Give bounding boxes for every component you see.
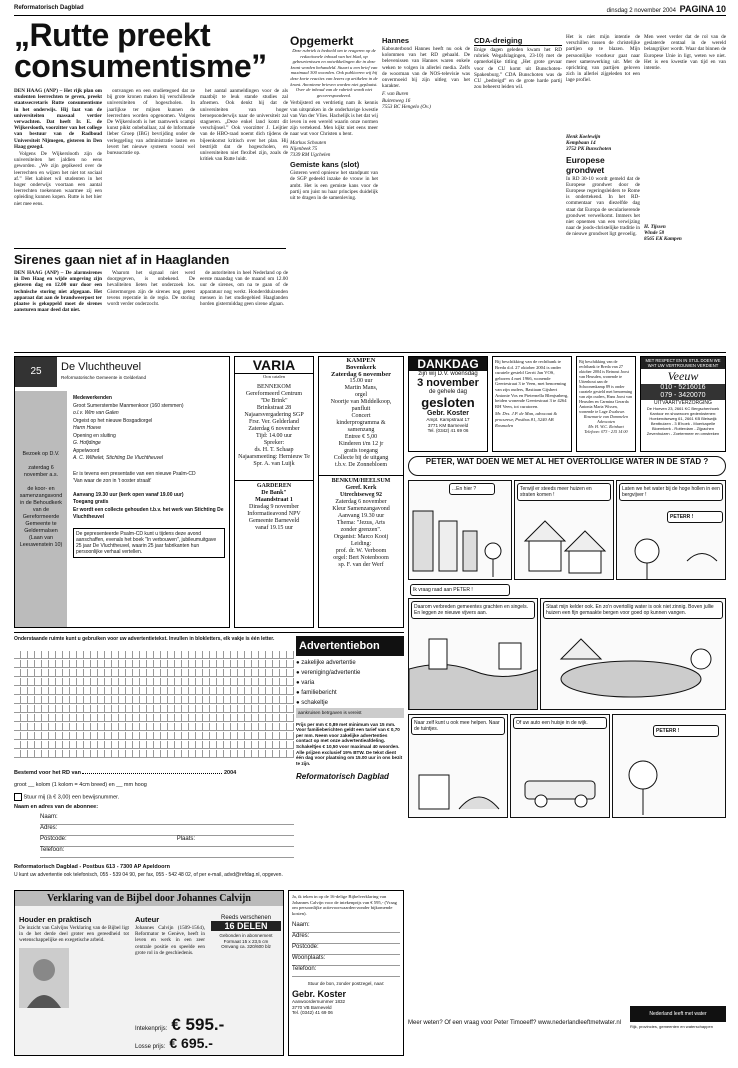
- letter-cell[interactable]: [126, 750, 133, 758]
- option-item[interactable]: ● familiebericht: [296, 690, 337, 696]
- order-form-size[interactable]: groot __ kolom (1 kolom = 4cm breed) en __ mm hoog: [14, 782, 147, 788]
- ad-prices: Prijs per mm € 0,89 met minimum van 15 mm. Voor familieberichten geldt een tarief van € 0,70 per mm. Neem voor zakelijke advertenties contact op met onze advertentieafdeling. Schakeltjes € 10,50 voor maximaal 40 woorden. Alle prijzen exclusief 19% BTW. De tekst dient één dag voor plaatsing om 15.00 uur in ons bezit te zijn.: [296, 721, 403, 766]
- comic-panel-7: [510, 714, 610, 818]
- grid-row[interactable]: [14, 691, 294, 700]
- checkbox-icon[interactable]: [14, 793, 22, 801]
- notice-signature: Rosemarie van Dommelen Advocaten Mr. H. W.C. Reinhart Telefoon: 073 - 215 14 00: [583, 414, 629, 434]
- shop-address: Aanwoordernummer 1832 3770 VB Barneveld Tel. (0342) 41 69 06: [292, 998, 346, 1016]
- ad-sidebar: Bezoek op D.V. zaterdag 6 november a.s. de koor- en samenzangavond in de Behoudkerk van de Gereformeerde Gemeente te Geldermalsen (Laan van Leeuwenstein 10): [15, 391, 67, 627]
- phone-number[interactable]: 010 - 5216016: [660, 384, 706, 391]
- grid-row[interactable]: [14, 682, 294, 691]
- grid-row[interactable]: [14, 718, 294, 727]
- price: € 595.-: [171, 1015, 225, 1034]
- comic-title: PETER, WAT DOEN WE MET AL HET OVERTOLLIGE WATER IN DE STAD ?: [425, 457, 709, 466]
- article-column: DEN HAAG (ANP) – Het rijk plan om studenten leerrechten te geven, preekt staatssecretaris Rutte consumentisme in het onderwijs. Hij laat van de universiteiten massaal vertier verwachten. Dat heeft Ir. E. de Wijkerslooth, voorzitter van het college van bestuur van de Radboud Universiteit Nijmegen, gisteren in Den Haag gezegd. Volgens De Wijkerslooth zijn de universiteiten het jaldien no eens geworden. „We zijn gepikeerd over de leerrechten en wijzen het niet tot sociaal af.” Het kabinet wil studenten in het hoger onderwijs voortaan een aantal leerrechten toekennen waarmee zij een opleiding kunnen kopen. Rutte is het hier niet mee eens.: [14, 88, 102, 207]
- order-form-receive[interactable]: Stuur mij (à € 3,00) een bewijsnummer.: [14, 793, 294, 801]
- comic-title-banner: [408, 456, 726, 476]
- grid-row[interactable]: [14, 664, 294, 673]
- order-form-grid[interactable]: [14, 646, 294, 756]
- ad-tagline: MET RESPECT EN IN STIJL DOEN WE WAT UW VERTROUWEN VERDIENT: [641, 357, 725, 369]
- option-item[interactable]: ● vereniging/advertentie: [296, 670, 361, 676]
- ad-body: Zaterdag 6 november Kleur Samenzangavond Aanvang 19.30 uur Thema: "Jezus, Arts zonder grenzen". Organist: Marco Kooij Leiding: prof. dr. W. Verboom orgel: Bert Notenboom sp. F. van der Werf: [332, 499, 390, 568]
- letter-cell[interactable]: [14, 750, 21, 758]
- price: € 695.-: [169, 1035, 213, 1051]
- letter-cell[interactable]: [196, 750, 203, 758]
- program-line: Medewerkenden: [73, 395, 112, 401]
- letter-text: Men weet verder dat de rol van de geslaterde centaal in de wereld belangrijker wordt. Waar dat binnen de Europese Unie in ligt, weten we niet. Het is een kwestie van tijd en van intentie.: [644, 34, 726, 72]
- letter-cell[interactable]: [140, 750, 147, 758]
- comic-panel-4: [408, 598, 538, 710]
- speech-bubble: ...En hier ?: [449, 483, 495, 495]
- comic-panel-6: [408, 714, 508, 818]
- ad-areas: Bentbuizen - 3 B'hoek - Moerkapelle Bloemkerk - Rotterdam - Zijpachen Zevenhuizen - Zoetermeer en omstreken: [646, 421, 720, 436]
- letter-text: Kabouterbond Hannes heeft nu ook de kolommen van het RD gehaald. De belevenissen van Hannes waren enkele weken te volgen in allerlei media. Zelfs de woorman van de NOS-televisie was onvermoeid bij zijn uitleg van het karakter.: [382, 46, 470, 90]
- program-line: Groot Sumerstembe Manmenkoor (160 stemmen): [73, 402, 184, 409]
- speech-bubble: Staat mijn kelder ook. En zo'n overtollig water is ook niet zinnig. Boven jullie huizen een fijn gemaakte bergen voor goed op kunnen vangen.: [543, 601, 723, 619]
- letter-cell[interactable]: [287, 750, 294, 758]
- order-form-title: Onderstaande ruimte kunt u gebruiken voor uw advertentietekst. Invullen in blokletters, elk vakje is één letter.: [14, 636, 275, 642]
- ad-title: Advertentiebon: [296, 636, 404, 656]
- speech-bubble: Daarom verbreden gemeentes grachten en singels. En leggen ze nieuwe vijvers aan.: [411, 601, 535, 619]
- ad-dankdag: [408, 356, 488, 452]
- program-line: o.l.v. Wim van Galen: [73, 410, 119, 416]
- divider: [14, 248, 286, 249]
- letter-cell[interactable]: [280, 750, 287, 758]
- letter-cell[interactable]: [63, 750, 70, 758]
- notice-signature: Mr. Drs. J.P. de Man, advocaat & procureur, Postbus 81, 5240 AB Rosmalen: [495, 411, 558, 428]
- letter-cell[interactable]: [28, 750, 35, 758]
- ad-subheading: Houder en praktisch: [19, 915, 92, 924]
- ad-subtitle: de gehele dag: [428, 389, 468, 395]
- letter-cell[interactable]: [266, 750, 273, 758]
- letter-subheading: CDA-dreiging: [474, 36, 562, 46]
- letter-cell[interactable]: [147, 750, 154, 758]
- letter-cell[interactable]: [203, 750, 210, 758]
- letter-cell[interactable]: [168, 750, 175, 758]
- letter-subheading: Europese grondwet: [566, 154, 605, 175]
- price-label: Intekenprijs:: [135, 1026, 168, 1032]
- letter-cell[interactable]: [21, 750, 28, 758]
- opgemerkt-title: Opgemerkt: [290, 34, 354, 48]
- ad-calvijn: [14, 890, 284, 1056]
- grid-row[interactable]: [14, 709, 294, 718]
- letters-column: [566, 34, 640, 296]
- paper-name: Reformatorisch Dagblad: [14, 5, 84, 11]
- ad-types: [296, 658, 404, 708]
- phone-number[interactable]: 079 - 3420070: [660, 392, 706, 399]
- speech-bubble: Naar zelf kunt u ook mee helpen. Naar de tuintjes.: [411, 717, 505, 735]
- article2-headline: Sirenes gaan niet af in Haaglanden: [14, 252, 230, 267]
- program-footer: De gepresenteerde Psalm-CD kunt u tijdens deze avond aanschaffen, evenals het boek "In verbouwen", jubileumuitgave 25 jaar De Vluchtheuvel, waarin 25 jaar fabrikanten hun persoonlijke verhaal vertellen.: [73, 528, 225, 558]
- ad-service: UITVAARTVERZORGING: [654, 400, 712, 406]
- ad-vluchtheuvel: [14, 356, 230, 628]
- ad-body: BENNEKOM Gereformeerd Centrum "De Brink" Brinkstraat 28 Najaarsvergadering SGP Frsr. Ver. Gelderland Zaterdag 6 november Tijd: 14.00 uur Spreker: ds. H. T. Schaap Najaarsmeeting: Hernieuw Te Spr. A. van Luijk: [238, 383, 310, 467]
- page-date: dinsdag 2 november 2004 PAGINA 10: [606, 4, 726, 14]
- letter-cell[interactable]: [259, 750, 266, 758]
- ad-label: Reeds verschenen: [220, 915, 272, 921]
- divider: [14, 352, 726, 353]
- letter-cell[interactable]: [98, 750, 105, 758]
- option-item[interactable]: ● schakeltje: [296, 700, 328, 706]
- letters-column: [644, 34, 726, 296]
- letter-cell[interactable]: [133, 750, 140, 758]
- comic-panel-3: [616, 480, 726, 580]
- letter-signature: Henk Koelewijn Kempbaan 14 3752 PK Bunschoten: [566, 134, 612, 153]
- program-note: Er wordt een collecte gehouden t.b.v. het werk van Stichting De Vluchtheuvel: [73, 506, 224, 520]
- opgemerkt-column: [290, 34, 378, 296]
- speech-bubble: PETERR !: [653, 725, 719, 737]
- logo-25-icon: 25: [15, 357, 57, 387]
- ad-text: De inzicht van Calvijns Verklaring van de Bijbel ligt in de het derde deel groter een gereedheid tot wetenschappelijke en exegetische arbeid.: [19, 925, 129, 944]
- program-time: Aanvang 19.30 uur (kerk open vanaf 19.00 uur): [73, 491, 184, 498]
- article-headline: „Rutte preekt consumentisme”: [14, 17, 267, 84]
- price-label: Losse prijs:: [135, 1044, 166, 1050]
- ad-subheading: Auteur: [135, 915, 160, 924]
- letter-cell[interactable]: [273, 750, 280, 758]
- comic-panel-5: [540, 598, 726, 710]
- name-field[interactable]: Naam:: [292, 922, 400, 933]
- letter-cell[interactable]: [245, 750, 252, 758]
- program-line: Er is tevens een presentatie van een nieuwe Psalm-CD: [73, 470, 196, 477]
- letter-cell[interactable]: [35, 750, 42, 758]
- ad-title: DANKDAG: [409, 357, 487, 371]
- ad-title: KAMPEN Bovenkerk Zaterdag 6 november: [331, 357, 391, 378]
- letter-cell[interactable]: [231, 750, 238, 758]
- calvijn-order-coupon: [288, 890, 404, 1056]
- letter-cell[interactable]: [217, 750, 224, 758]
- ad-body: 15.00 uur Martin Mans, orgel Noortje van Middelkoop, panfluit Concert kinderprogramma & samenzang Entree € 5,00 Kinderen t/m 12 jr gratis toegang Collecte bij de uitgang t.b.v. De Zonnebloem: [330, 378, 392, 468]
- speech-bubble: PETERR !: [667, 511, 723, 523]
- letter-cell[interactable]: [224, 750, 231, 758]
- grid-row[interactable]: [14, 736, 294, 745]
- letter-cell[interactable]: [49, 750, 56, 758]
- letter-subheading: Gemiste kans (slot): [290, 160, 360, 170]
- program-time: Toegang gratis: [73, 499, 109, 505]
- opgemerkt-intro: Deze rubriek is bedoeld om te reageren op de redactionele inhoud van het blad, op gebeurtenissen en ontwikkelingen die in deze krant worden behandeld. Stuurt u een brief van maximaal 300 woorden. Ook publiceren wij bij deze korte reacties van lezers op artikelen in de krant. Anonieme brieven worden niet geplaatst. Over de inhoud van de rubriek wordt niet gecorrespondeerd.: [290, 48, 378, 98]
- ad-title: VARIA: [235, 357, 313, 374]
- article-column: ontvangen en een studietegoed dat ze bij grote kronen maken bij verschillende universiteiten of hogescholen. In jaarlijkse ter mijnen kunnen de leerrechten worden opgenomen. Volgens De Wijkerslooth is het raamwerk scampi kunst pikkt onbeballaar, zal de lnformatie lleber Groep (IBG) bevrijding onder de verleggeling van administratie lasten en levert het nieuwe systeem vooral wel bureaucratie op.: [107, 88, 195, 157]
- letter-text: Verbijsterd en verdrietig nam ik kennis van uitspraken in de onderhavige kwestie van Van der Vlies. Hachelijk is het dat wij leven in een wereld waarin onze normen zijn vertekend. Men kijkt niet eens meer naar wat voor Christen u bent.: [290, 100, 378, 138]
- comic-panel-1: [408, 480, 512, 580]
- ad-title: De Vluchtheuvel: [61, 361, 142, 373]
- shop-name: Gebr. Koster: [426, 410, 469, 417]
- grid-row[interactable]: [14, 655, 294, 664]
- postcode-field[interactable]: Postcode: Plaats:: [40, 836, 294, 847]
- coupon-title: Ja, ik teken in op de 16-delige Bijbelverklaring van Johannes Calvijn voor de intekenprijs van € 595,- (Vraag om persoonlijke actievoorwaarden-zonder bijkomende kosten).: [292, 894, 397, 916]
- letter-cell[interactable]: [56, 750, 63, 758]
- comic-footer-link[interactable]: Meer weten? Of een vraag voor Peter Timoeeff? www.nederlandleeftmetwater.nl: [408, 1020, 622, 1026]
- logo-nederland-leeft-met-water: Nederland leeft met water: [630, 1006, 726, 1022]
- grid-row[interactable]: [14, 745, 294, 754]
- page-number: 10: [715, 4, 726, 14]
- letter-cell[interactable]: [175, 750, 182, 758]
- program-line: Orgeist op het nieuwe Bosgadiorgel: [73, 417, 153, 424]
- program-line: G. Hofjdinge: [73, 440, 101, 446]
- article-column: het aantal aanmeldingen voor de als maatbijt te leuk stande studies zal afnemen. Ook denkt hij dat de universiteiten van hoger beroepsonderwijs naar de universiteit zal stagneren. „Deze enkel land komt dit verschijnsel.” Ook voorzitter J. Leijtier van de HBO-raad noemt dich tijdens de bijeenkomst kritisch over het plan. Hij bestrijdt dat de hogescholen, en universiteiten niet flexibel zijn, zoals de kritiek van Rutte luidt.: [200, 88, 288, 163]
- program-line: 'Van waar de zon in 't ooster straalt': [73, 478, 152, 484]
- ad-subtitle: Oon catalen: [262, 374, 286, 379]
- ad-subtitle: GARDEREN De Bank" Maandstraat 1: [235, 480, 313, 504]
- ad-family-notice-2: [576, 356, 636, 452]
- order-form-sender: Reformatorisch Dagblad - Postbus 613 - 7300 AP Apeldoorn: [14, 864, 170, 870]
- city-street-icon: [409, 481, 512, 580]
- speech-bubble: Of uw auto een huisje in de wijk.: [513, 717, 607, 729]
- ad-closed: gesloten: [421, 395, 475, 410]
- ad-subtitle: zijn wij D.V. woensdag: [418, 371, 478, 377]
- order-form-fields: [40, 814, 294, 858]
- comic-panel-8: [612, 714, 726, 818]
- city-field[interactable]: Woonplaats:: [292, 955, 400, 966]
- letter-subheading: Hannes: [382, 36, 410, 45]
- order-year: 2004: [224, 770, 237, 776]
- ad-date: 3 november: [417, 377, 479, 389]
- car-icon: [511, 715, 610, 818]
- program-line: Opening en sluiting: [73, 432, 116, 439]
- grid-row[interactable]: [14, 700, 294, 709]
- letter-text: Het is niet mijn intentie de verschillen tussen de christelijke partijen op te blazen. Mijn persoonlijke voorkeur gaat naar meer samenwerking uit. Met de oprichting van partijen geloven zich in allerlei zijgeleden tot een lage profiel.: [566, 34, 640, 84]
- name-field[interactable]: Naam:: [40, 814, 294, 825]
- address-field[interactable]: Adres:: [292, 933, 400, 944]
- phone-field[interactable]: Telefoon:: [40, 847, 294, 858]
- letter-cell[interactable]: [112, 750, 119, 758]
- comic-panel-2: [514, 480, 614, 580]
- ad-program: [73, 395, 225, 558]
- ad-varia: [234, 356, 314, 628]
- calvin-portrait-icon: [19, 948, 69, 1008]
- letter-cell[interactable]: [189, 750, 196, 758]
- grid-row[interactable]: [14, 646, 294, 655]
- ad-brand: Veeuw: [667, 369, 699, 383]
- program-line: Harm Hoeve: [73, 425, 102, 431]
- opgemerkt-column-2: [382, 34, 470, 296]
- ad-family-notice: [492, 356, 572, 452]
- letter-cell[interactable]: [105, 750, 112, 758]
- grid-row[interactable]: [14, 673, 294, 682]
- letter-cell[interactable]: [182, 750, 189, 758]
- phone-field[interactable]: Telefoon:: [292, 966, 400, 977]
- article-column: DEN HAAG (ANP) – De alarmsirenes in Den Haag en wijde omgeving zijn gisteren dag en 12.00 uur door een technische storing niet afgegaan. Het apparaat dat aan de brandweerpost ter plaatse is gekoppeld moet de sirenes aansturen maar deed dat niet.: [14, 270, 102, 314]
- program-line: A. C. Wilhelet, Stichting De Vluchtheuvel: [73, 455, 163, 461]
- ad-title: BENKUM/HEELSUM Geref. Kerk Utrechtseweg 92: [319, 475, 403, 499]
- letter-cell[interactable]: [91, 750, 98, 758]
- letter-signature: H. Tijssen Winde 58 8565 EK Kampen: [644, 224, 682, 243]
- shop-address: Ampt. Kampstraat 17 3771 KM Barneveld Tel. (0342) 41 69 06: [426, 417, 470, 434]
- option-item[interactable]: ● zakelijke advertentie: [296, 660, 356, 666]
- postcode-field[interactable]: Postcode:: [292, 944, 400, 955]
- letter-cell[interactable]: [84, 750, 91, 758]
- letter-text: Enige dagen geleden kwam het RD rubriek Wegafslagingen, 23-10) met de opmerkelijke titling „Het grote gevaar voor de CU komt uit Bunschoten-Spakenburg.” CDA Bunschoten was de CU „bedreigd” en de grote harde partij zou beheerst leiden wil.: [474, 47, 562, 91]
- letter-cell[interactable]: [210, 750, 217, 758]
- ad-note: aankruisen betrgaven is vereist: [296, 708, 404, 718]
- letter-cell[interactable]: [70, 750, 77, 758]
- letter-signature: Markus Schouten Nijenbeek 75 7339 RM Ugchelen: [290, 139, 331, 158]
- order-form-ordered: Bestemd voor het RD van 2004: [14, 770, 237, 776]
- option-item[interactable]: ● varia: [296, 680, 315, 686]
- speech-bubble: Terwijl er steeds meer huizen en straten komen !: [517, 483, 611, 501]
- letter-cell[interactable]: [161, 750, 168, 758]
- shop-name: Gebr. Koster: [292, 988, 347, 999]
- letter-cell[interactable]: [42, 750, 49, 758]
- letter-text: In RD 30-10 wordt gemeld dat de Europese grondwet door de Europese regeringsleiders te Rome is ondertekend. In het RD-commentaar van diezelfde dag staat dat Europa de seculariserende grondwet verwelkomt. Immers het niet opnemen van een verwijzing naar de joods-christelijke traditie in de nieuwe grondwet ligt gevoelig.: [566, 175, 640, 238]
- ad-specs: Gebonden in abonnement Formaat 15 x 23,5 cm Omvang ca. 320/600 blz: [219, 933, 273, 950]
- article-column: de autoriteiten in heel Nederland op de eerste maandag van de maand om 12.00 uur de sirenes, om na te gaan of de apparatuur nog werkt. Honderdduizenden mensen in het studiegebied Haaglanden horden gistermiddag geen sirene afgaan.: [200, 270, 288, 308]
- ad-text: Johannes Calvijn (1509-1564), Reformator te Genève, heeft in leven en werk in een zeer centrale positie en speelde een grote rol in de geschiedenis.: [135, 925, 205, 956]
- letter-cell[interactable]: [77, 750, 84, 758]
- program-line: Appelwoord: [73, 447, 100, 454]
- notice-text: Bij beschikking van de rechtbank te Breda d.d. 27 oktober 2004 is onder curatele gesteld Gerrit Jan VOS, geboren 4 mei 1966, wonende Geertestraat 3 te Veen, met benoeming van zijn ouders, Bastiaan Gijsbert Antonie Vos en Pieternella Blenjsnberg, beiden wonende Geertestraat 3 te 4264 RH Veen, tot curatoren.: [495, 359, 569, 409]
- letter-cell[interactable]: [238, 750, 245, 758]
- brand-logo: Reformatorisch Dagblad: [296, 772, 389, 782]
- page-header: [14, 4, 726, 16]
- address-field[interactable]: Adres:: [40, 825, 294, 836]
- letter-cell[interactable]: [154, 750, 161, 758]
- letter-cell[interactable]: [252, 750, 259, 758]
- article-column: Waarom het signaal niet werd doorgegeven, is onbekend. De hevaliteiten lieten het onderzoek los. Gistermorgen zijn de sirenes nog getest tevens reperatie in de regio. De storing wordt verder onderzocht.: [107, 270, 195, 308]
- logo-subtitle: Rijk, provincies, gemeenten en waterschappen: [630, 1024, 713, 1029]
- speech-bubble: Laten we het water bij de hoge hollen in een bergvijver !: [619, 483, 723, 501]
- ad-kampen: [318, 356, 404, 628]
- ad-subtitle: Reformatorische Gemeente in Gelderland: [61, 375, 147, 380]
- letter-cell[interactable]: [119, 750, 126, 758]
- divider: [14, 632, 404, 633]
- letter-signature: F. van Buren Buitenweg 16 7553 BC Hengelo (Ov.): [382, 91, 431, 110]
- order-form-name-label: Naam en adres van de abonnee:: [14, 804, 99, 810]
- speech-bubble: Ik vraag raad aan PETER !: [410, 584, 510, 596]
- order-form-sender2: U kunt uw advertentie ook telefonisch, 055 - 539 04 90, per fax, 055 - 542 48 02, of per e-mail, advd@refdag.nl, opgeven.: [14, 872, 283, 878]
- ad-count: 16 DELEN: [211, 921, 281, 931]
- ad-uitvaart: [640, 356, 726, 452]
- letters-column-cda: [474, 34, 562, 296]
- grid-row[interactable]: [14, 727, 294, 736]
- ad-address: De Hoeven 23, 2661 KC Bergschenhoek Kantoor en showroom gedenkstenen: Hoekendseweg 61, 2661 KB Bleiswijk: [646, 406, 720, 421]
- notice-text: Bij beschikking van de rechtbank te Breda van 27 oktober 2004 is Reinout Joost van Heusden, wonende te Uitenhout aan de Schoonenkamp 89 is onder curatele gesteld met benoeming van zijn ouders, Hans Joost van Heusden en Carmina Gerarda Antonia Maria Wissen, wonende te Lage Zwaluwe.: [579, 359, 633, 414]
- coupon-note: Stuur de bon, zonder postzegel, naar:: [307, 981, 385, 987]
- letter-text: Gisteren werd opnieuw het standpunt van de SGP gedeeld inzake de vrouw in het ambt. Het is een gemiste kans voor de partij om juist nu haar principes duidelijk uit te dragen in de samenleving.: [290, 170, 378, 201]
- ad-body: Dinsdag 9 november Informatieavond NPV Gemeente Barneveld vanaf 19.15 uur: [247, 503, 301, 531]
- ad-advertentiebon: [296, 636, 404, 880]
- ad-title: Verklaring van de Bijbel door Johannes Calvijn: [15, 891, 283, 906]
